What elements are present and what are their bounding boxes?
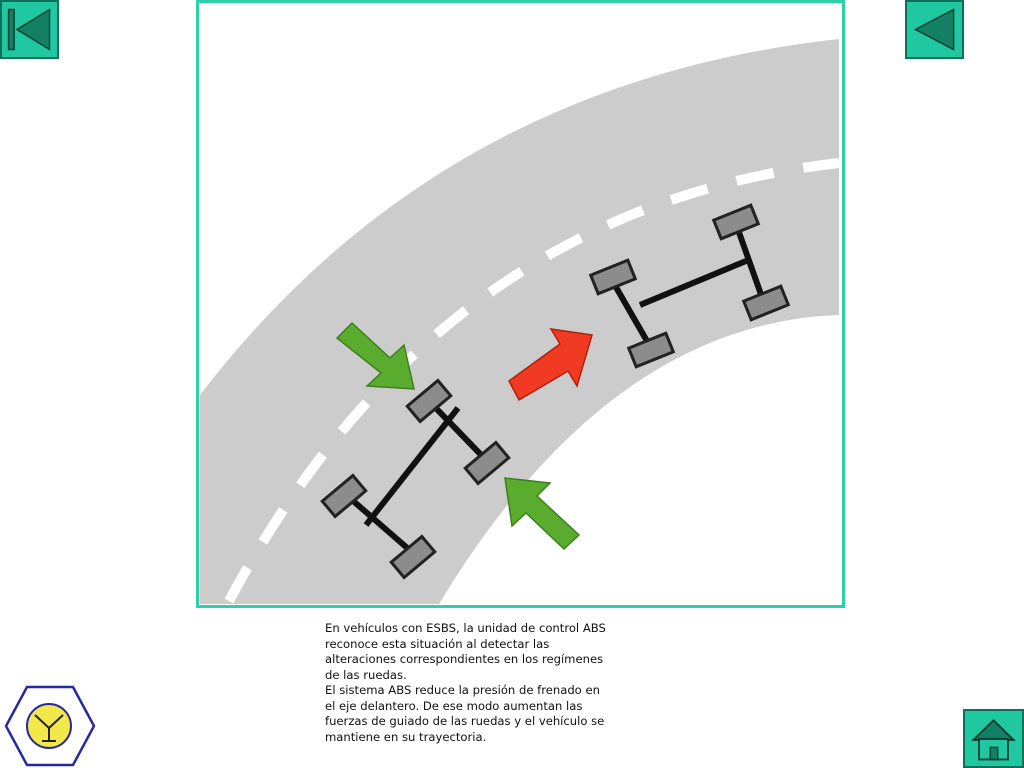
first-page-button[interactable] <box>0 0 59 59</box>
brand-logo <box>4 684 96 768</box>
home-button[interactable] <box>963 709 1024 768</box>
previous-page-button[interactable] <box>905 0 964 59</box>
hexagon-logo-icon <box>4 684 96 768</box>
home-icon <box>965 711 1022 766</box>
caption-paragraph-1: En vehículos con ESBS, la unidad de control ABS reconoce esta situación al detectar las alteraciones correspondientes en los regímenes de las ruedas. <box>325 621 606 682</box>
skip-to-first-icon <box>2 2 57 57</box>
previous-triangle-icon <box>907 2 962 57</box>
caption-paragraph-2: El sistema ABS reduce la presión de frenado en el eje delantero. De ese modo aumentan las fuerzas de guiado de las ruedas y el vehículo se mantiene en su trayectoria. <box>325 683 605 744</box>
esbs-curve-illustration <box>196 0 845 608</box>
road-curve-diagram <box>199 3 842 605</box>
explanation-text <box>325 621 610 745</box>
yaw-force-arrow-lower <box>505 478 579 549</box>
